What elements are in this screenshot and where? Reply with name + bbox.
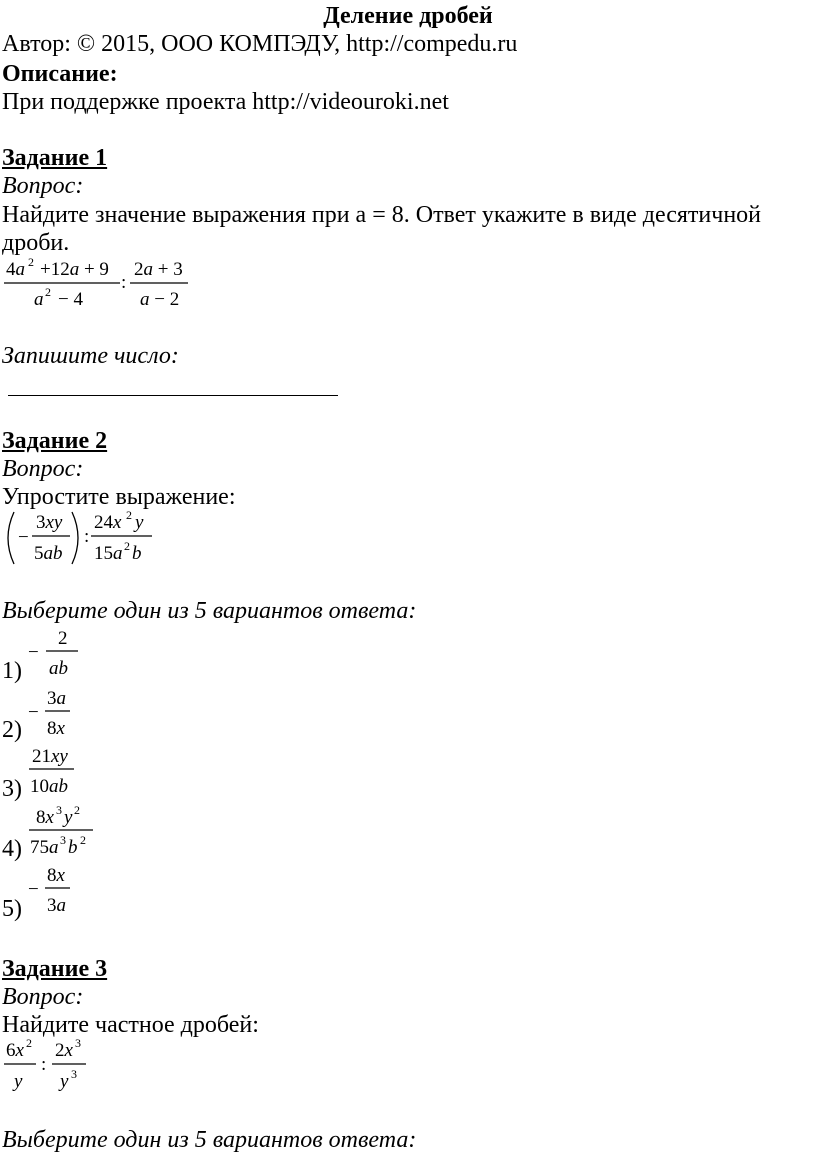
svg-text:10ab: 10ab xyxy=(30,776,68,797)
svg-text:6x: 6x xyxy=(6,1040,24,1061)
task-3-expression xyxy=(0,1036,110,1098)
support-line: При поддержке проекта http://videouroki.net xyxy=(2,89,449,115)
svg-text:2: 2 xyxy=(74,803,80,817)
task-2-choose-prompt: Выберите один из 5 вариантов ответа: xyxy=(2,598,417,624)
svg-text:3a: 3a xyxy=(47,895,66,916)
svg-text:3: 3 xyxy=(71,1067,77,1081)
svg-text:8x: 8x xyxy=(47,865,65,886)
option-4-fraction[interactable] xyxy=(26,801,106,859)
svg-text:3a: 3a xyxy=(47,688,66,709)
svg-text:− 4: − 4 xyxy=(58,289,83,310)
task-3-prompt: Найдите частное дробей: xyxy=(2,1012,259,1038)
task-3-choose-prompt: Выберите один из 5 вариантов ответа: xyxy=(2,1127,417,1153)
option-3-fraction[interactable] xyxy=(26,742,86,800)
svg-text:2: 2 xyxy=(80,833,86,847)
svg-text:15a: 15a xyxy=(94,543,123,564)
svg-text:y: y xyxy=(135,512,144,533)
svg-text:y: y xyxy=(60,1071,69,1092)
svg-text:3: 3 xyxy=(75,1036,81,1050)
task-1-prompt-line2: дроби. xyxy=(2,230,70,256)
svg-text:y: y xyxy=(64,807,73,828)
answer-input-line[interactable] xyxy=(8,395,338,396)
svg-text:2: 2 xyxy=(28,255,34,269)
svg-text:2: 2 xyxy=(124,539,130,553)
task-2-prompt: Упростите выражение: xyxy=(2,484,236,510)
svg-text:2x: 2x xyxy=(55,1040,73,1061)
document-title: Деление дробей xyxy=(323,3,493,29)
svg-text:b: b xyxy=(68,837,78,858)
svg-text:b: b xyxy=(132,543,142,564)
svg-text:3xy: 3xy xyxy=(36,512,63,533)
svg-text:2a + 3: 2a + 3 xyxy=(134,259,183,280)
svg-text:8x: 8x xyxy=(36,807,54,828)
svg-text::: : xyxy=(121,272,127,293)
task-1-answer-prompt: Запишите число: xyxy=(2,343,179,369)
option-5-fraction[interactable] xyxy=(26,861,86,919)
svg-text:−: − xyxy=(18,527,29,548)
option-1-number[interactable]: 1) xyxy=(2,658,22,684)
task-1-expression xyxy=(0,255,200,315)
option-2-number[interactable]: 2) xyxy=(2,717,22,743)
svg-text:−: − xyxy=(28,702,39,723)
svg-text:3: 3 xyxy=(56,803,62,817)
svg-text:y: y xyxy=(14,1071,23,1092)
task-3-question-label: Вопрос: xyxy=(2,984,84,1010)
option-1-fraction[interactable] xyxy=(26,624,86,682)
option-3-number[interactable]: 3) xyxy=(2,776,22,802)
svg-text:2: 2 xyxy=(58,628,68,649)
svg-text:a − 2: a − 2 xyxy=(140,289,180,310)
svg-text:75a: 75a xyxy=(30,837,59,858)
option-5-number[interactable]: 5) xyxy=(2,896,22,922)
task-3-heading: Задание 3 xyxy=(2,956,108,982)
svg-text:21xy: 21xy xyxy=(32,746,68,767)
svg-text:2: 2 xyxy=(126,508,132,522)
svg-text:2: 2 xyxy=(26,1036,32,1050)
task-1-heading: Задание 1 xyxy=(2,145,108,171)
svg-text:−: − xyxy=(28,879,39,900)
svg-text:8x: 8x xyxy=(47,718,65,739)
task-1-prompt-line1: Найдите значение выражения при а = 8. Ответ укажите в виде десятичной xyxy=(2,202,762,228)
option-4-number[interactable]: 4) xyxy=(2,836,22,862)
svg-text:+12a + 9: +12a + 9 xyxy=(40,259,109,280)
svg-text::: : xyxy=(41,1054,47,1075)
option-2-fraction[interactable] xyxy=(26,684,86,742)
task-2-heading: Задание 2 xyxy=(2,428,108,454)
svg-text:−: − xyxy=(28,642,39,663)
svg-text::: : xyxy=(84,526,90,547)
svg-text:4a: 4a xyxy=(6,259,25,280)
task-2-expression xyxy=(0,508,180,570)
svg-text:3: 3 xyxy=(60,833,66,847)
svg-text:a: a xyxy=(34,289,44,310)
description-label: Описание: xyxy=(2,61,118,87)
svg-text:ab: ab xyxy=(49,658,68,679)
author-line: Автор: © 2015, ООО КОМПЭДУ, http://compedu.ru xyxy=(2,31,518,57)
svg-text:2: 2 xyxy=(45,285,51,299)
task-1-question-label: Вопрос: xyxy=(2,173,84,199)
svg-text:5ab: 5ab xyxy=(34,543,63,564)
svg-text:24x: 24x xyxy=(94,512,122,533)
task-2-question-label: Вопрос: xyxy=(2,456,84,482)
